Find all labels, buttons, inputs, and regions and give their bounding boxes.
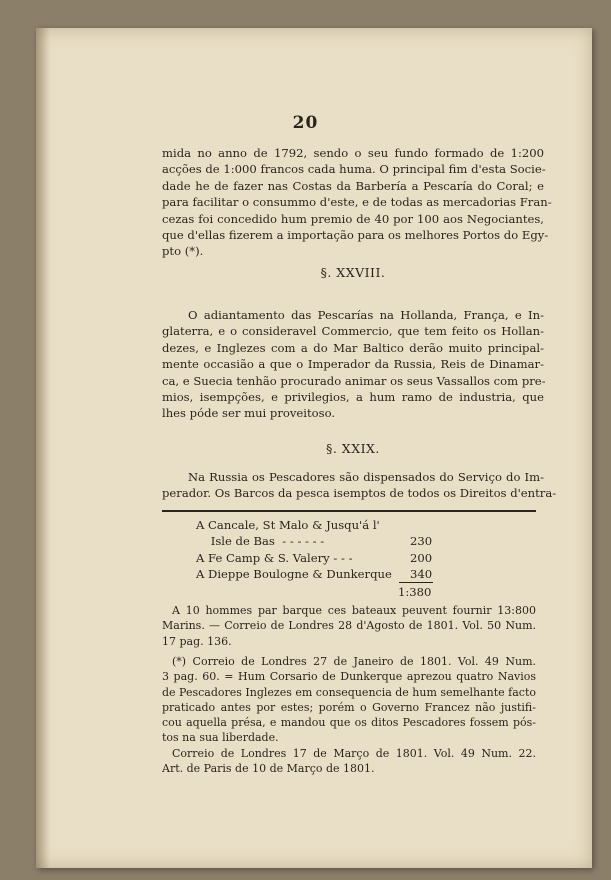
text-line: mente occasião a que o Imperador da Russia, Reis de Dinamar-: [162, 357, 544, 372]
text-line: Art. de Paris de 10 de Março de 1801.: [162, 762, 375, 776]
text-line: mida no anno de 1792, sendo o seu fundo formado de 1:200: [162, 146, 544, 160]
text-line: cou aquella présa, e mandou que os ditos Pescadores fossem pós-: [162, 716, 536, 730]
text-line: cezas foi concedido hum premio de 40 por 100 aos Negociantes,: [162, 211, 544, 226]
text-line: lhes póde ser mui proveitoso.: [162, 406, 336, 421]
paragraph-section-xxix: [162, 469, 557, 502]
table-row-label: A Fe Camp & S. Valery - - -: [196, 550, 353, 565]
text-line: de Pescadores Inglezes em consequencia de hum semelhante facto: [162, 685, 537, 699]
footnote-asterisk: [162, 654, 536, 776]
table-row: [196, 550, 433, 566]
table-row-value: 230: [410, 534, 433, 549]
text-line: para facilitar o consummo d'este, e de todas as mercadorias Fran-: [162, 195, 552, 210]
text-line: Correio de Londres 17 de Março de 1801. Vol. 49 Num. 22.: [172, 746, 536, 760]
table-row-value: 200: [410, 550, 433, 565]
text-line: (*) Correio de Londres 27 de Janeiro de 1801. Vol. 49 Num.: [172, 655, 536, 668]
section-heading-xxviii: §. XXVIII.: [320, 265, 386, 280]
paragraph-section-xxviii: [162, 307, 544, 422]
text-line: Marins. — Correio de Londres 28 d'Agosto de 1801. Vol. 50 Num.: [162, 619, 536, 633]
text-line: glaterra, e o consideravel Commercio, que tem feito os Hollan-: [162, 324, 544, 339]
paragraph-continuation: [162, 145, 552, 260]
table-row-label: A Cancale, St Malo & Jusqu'á l': [196, 518, 380, 532]
text-line: dade he de fazer nas Costas da Barbería a Pescaría do Coral; e: [162, 178, 544, 193]
text-line: 17 pag. 136.: [162, 634, 232, 648]
table-row-label: Isle de Bas - - - - - -: [196, 534, 325, 549]
text-line: perador. Os Barcos da pesca isemptos de todos os Direitos d'entra-: [162, 486, 557, 501]
text-line: tos na sua liberdade.: [162, 731, 279, 745]
footnote-divider: [162, 510, 536, 512]
text-line: Na Russia os Pescadores são dispensados do Serviço do Im-: [188, 470, 544, 484]
page-number: 20: [292, 113, 319, 133]
footnote-table: [196, 517, 433, 583]
page-gutter-shadow: [36, 28, 50, 868]
text-line: pto (*).: [162, 244, 204, 259]
text-line: A 10 hommes par barque ces bateaux peuvent fournir 13:800: [172, 604, 536, 617]
text-line: mios, isempções, e privilegios, a hum ramo de industria, que: [162, 390, 544, 405]
table-sum-rule: [399, 582, 433, 583]
text-line: 3 pag. 60. = Hum Corsario de Dunkerque aprezou quatro Navios: [162, 670, 536, 684]
table-total: 1:380: [398, 585, 432, 599]
table-row-label: A Dieppe Boulogne & Dunkerque: [196, 567, 392, 582]
text-line: que d'ellas fizerem a importação para os melhores Portos do Egy-: [162, 228, 549, 243]
table-row: [196, 517, 392, 533]
text-line: praticado antes por estes; porém o Governo Francez não justifi-: [162, 700, 536, 714]
text-line: O adiantamento das Pescarías na Hollanda, França, e In-: [188, 308, 544, 322]
text-line: ca, e Suecia tenhão procurado animar os seus Vassallos com pre-: [162, 373, 546, 388]
text-line: dezes, e Inglezes com a do Mar Baltico derão muito principal-: [162, 340, 544, 355]
text-line: acções de 1:000 francos cada huma. O principal fim d'esta Socie-: [162, 162, 546, 177]
table-row: [196, 533, 433, 549]
footnote-marins: [162, 603, 536, 649]
table-row: [196, 566, 433, 582]
section-heading-xxix: §. XXIX.: [326, 441, 380, 456]
table-row-value: 340: [410, 567, 433, 582]
